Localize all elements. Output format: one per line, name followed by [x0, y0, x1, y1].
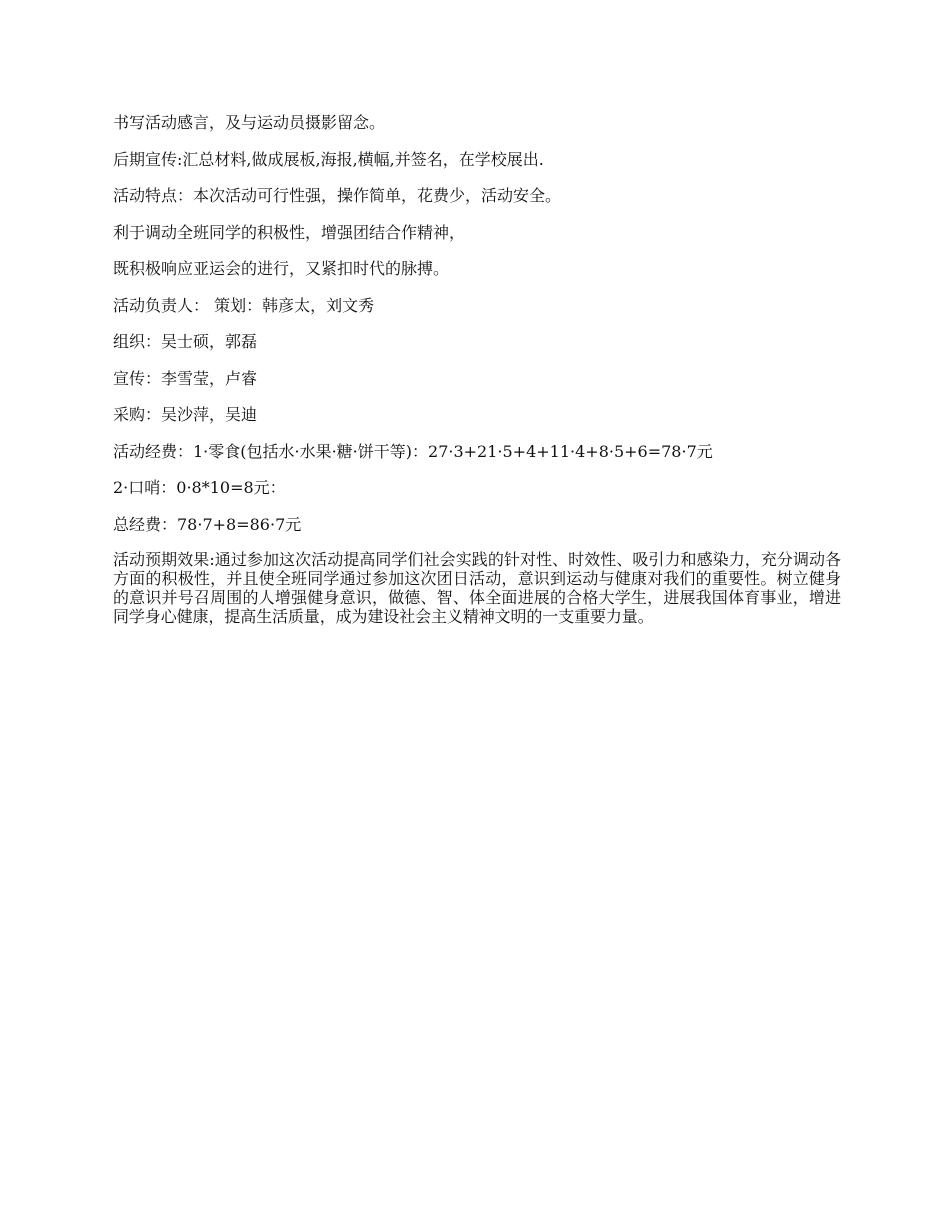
paragraph-publicity: 后期宣传:汇总材料,做成展板,海报,横幅,并签名，在学校展出. [113, 149, 544, 169]
paragraph-purchasing: 采购：吴沙萍，吴迪 [113, 405, 258, 424]
paragraph-asian-games: 既积极响应亚运会的进行，又紧扣时代的脉搏。 [113, 259, 450, 278]
paragraph-closing-activity: 书写活动感言，及与运动员摄影留念。 [113, 113, 386, 132]
paragraph-budget-snacks: 活动经费：1·零食(包括水·水果·糖·饼干等)：27·3+21·5+4+11·4+8·5+6=78·7元 [113, 441, 713, 461]
document-body [113, 112, 841, 641]
paragraph-budget-whistle: 2·口哨：0·8*10=8元： [113, 478, 286, 497]
paragraph-features: 活动特点：本次活动可行性强，操作简单，花费少，活动安全。 [113, 186, 562, 205]
paragraph-leaders-planning: 活动负责人： 策划：韩彦太，刘文秀 [113, 295, 375, 315]
paragraph-expected-effects: 活动预期效果:通过参加这次活动提高同学们社会实践的针对性、时效性、吸引力和感染力，充分调动各方面的积极性，并且使全班同学通过参加这次团日活动，意识到运动与健康对我们的重要性。树立健身的意识并号召周围的人增强健身意识，做德、智、体全面进展的合格大学生，进展我国体育事业，增进同学身心健康，提高生活质量，成为建设社会主义精神文明的一支重要力量。 [113, 550, 841, 626]
paragraph-budget-total: 总经费：78·7+8=86·7元 [113, 514, 302, 534]
paragraph-organization: 组织：吴士硕，郭磊 [113, 332, 258, 351]
paragraph-promotion: 宣传：李雪莹，卢睿 [113, 368, 258, 388]
paragraph-benefit: 利于调动全班同学的积极性，增强团结合作精神， [113, 222, 466, 242]
